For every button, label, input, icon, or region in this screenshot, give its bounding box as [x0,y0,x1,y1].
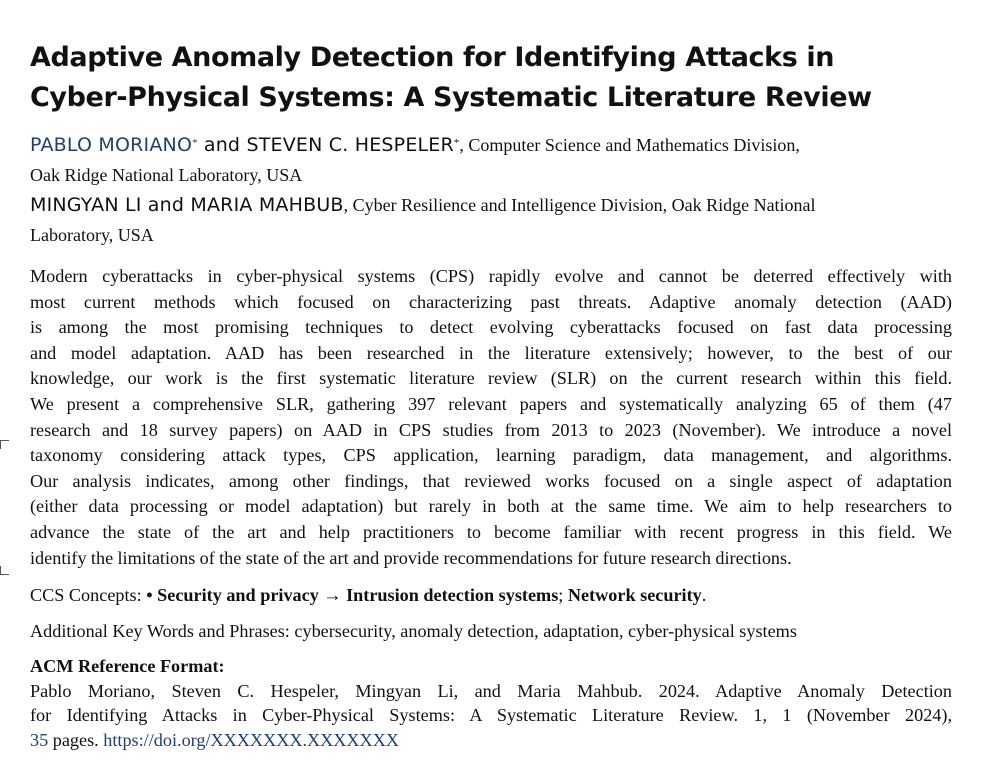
author-names-li-mahbub: MINGYAN LI and MARIA MAHBUB [30,194,344,216]
acm-pages-text: pages. [48,729,104,750]
author-block [30,130,952,250]
line-number-bracket-bottom [0,566,9,575]
abstract-line: advance the state of the art and help practitioners to become familiar with recent progress in this field. We [30,521,952,542]
acm-pages-link[interactable]: 35 [30,729,49,750]
author-name-moriano[interactable]: PABLO MORIANO [30,134,193,156]
abstract-line: We present a comprehensive SLR, gathering 397 relevant papers and systematically analyzing 65 of them (47 [30,393,952,414]
title-line-2: Cyber-Physical Systems: A Systematic Literature Review [30,82,872,113]
doi-link[interactable]: https://doi.org/XXXXXXX.XXXXXXX [103,729,399,750]
abstract-line: and model adaptation. AAD has been researched in the literature extensively; however, to the best of our [30,342,952,363]
abstract-line: most current methods which focused on characterizing past threats. Adaptive anomaly detection (AAD) [30,291,952,312]
line-number-bracket-top [0,440,9,449]
abstract-line: Our analysis indicates, among other findings, that reviewed works focused on a single aspect of adaptation [30,470,952,491]
acm-line-2: for Identifying Attacks in Cyber-Physical Systems: A Systematic Literature Review. 1, 1 (November 2024), [30,705,952,726]
acm-reference [30,654,952,752]
ccs-bullet: • [146,585,158,606]
author-line-3 [30,190,952,220]
title-line-1: Adaptive Anomaly Detection for Identifying Attacks in [30,42,835,73]
paper-title [30,38,952,118]
ccs-separator: ; [558,585,568,606]
abstract-line: research and 18 survey papers) on AAD in CPS studies from 2013 to 2023 (November). We introduce a novel [30,419,952,440]
abstract-line: Modern cyberattacks in cyber-physical systems (CPS) rapidly evolve and cannot be deterred effectively with [30,266,952,286]
ccs-concept-security: Security and privacy [157,585,319,606]
ccs-concepts [30,582,952,608]
author-mark-hespeler: * [453,137,460,149]
abstract [30,264,952,571]
acm-line-3 [30,728,952,753]
abstract-line: is among the most promising techniques to detect evolving cyberattacks focused on fast data processing [30,317,952,338]
author-and: and [197,134,247,156]
acm-line-1: Pablo Moriano, Steven C. Hespeler, Mingyan Li, and Maria Mahbub. 2024. Adaptive Anomaly Detection [30,680,952,701]
ccs-concept-network: Network security [567,585,702,606]
abstract-line: identify the limitations of the state of the art and provide recommendations for future research directions. [30,547,792,568]
ccs-arrow: → [318,585,347,606]
abstract-line: taxonomy considering attack types, CPS application, learning paradigm, data management, and algorithms. [30,445,952,466]
affiliation-1: , Computer Science and Mathematics Division, [459,135,800,155]
author-name-hespeler: STEVEN C. HESPELER [246,134,454,156]
ccs-end: . [701,585,707,606]
affiliation-2-cont: Laboratory, USA [30,225,154,245]
acm-heading: ACM Reference Format: [30,656,225,677]
ccs-label: CCS Concepts: [30,585,147,606]
affiliation-1-cont: Oak Ridge National Laboratory, USA [30,165,303,185]
affiliation-2: , Cyber Resilience and Intelligence Division, Oak Ridge National [343,195,816,215]
abstract-line: knowledge, our work is the first systematic literature review (SLR) on the current research within this field. [30,368,952,389]
paper-page [30,38,952,752]
abstract-line: (either data processing or model adaptation) but rarely in both at the same time. We aim to help researchers to [30,496,952,517]
author-mark-moriano: * [192,137,198,149]
ccs-concept-intrusion: Intrusion detection systems [346,585,559,606]
author-line-1 [30,130,952,160]
keywords: Additional Key Words and Phrases: cybersecurity, anomaly detection, adaptation, cyber-physical systems [30,621,797,642]
